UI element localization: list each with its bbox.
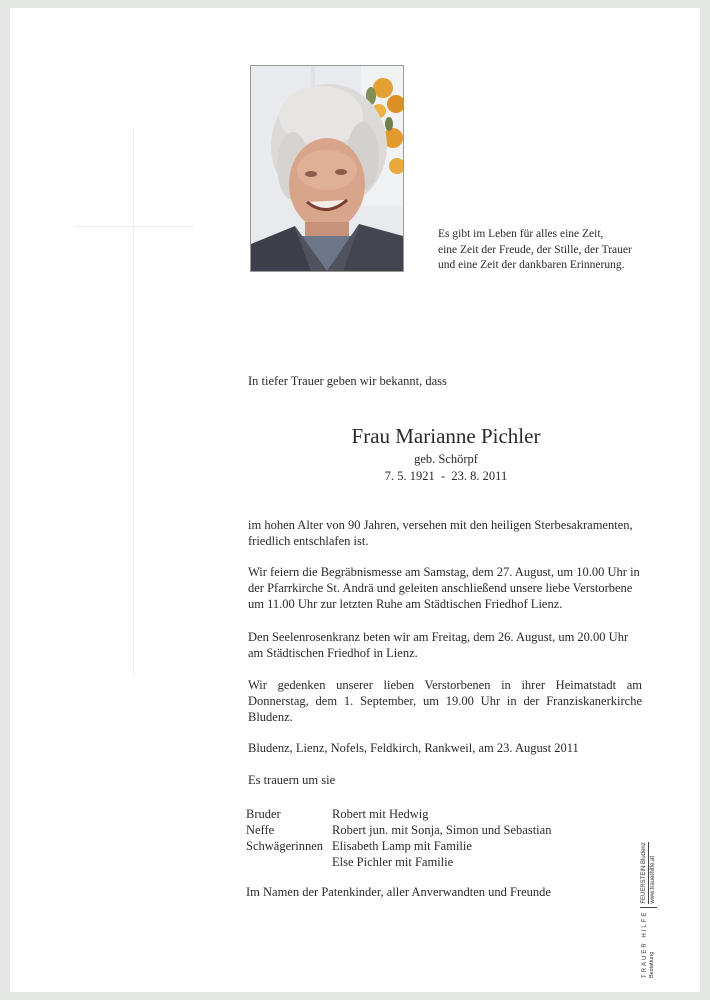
imprint-details [640, 842, 657, 906]
mourners-intro: Es trauern um sie [248, 773, 336, 787]
life-dates: 7. 5. 1921 - 23. 8. 2011 [384, 469, 508, 483]
family-names: Robert mit Hedwig [332, 807, 429, 821]
family-relation: Schwägerinnen [246, 839, 324, 853]
maiden-name: geb. Schörpf [414, 452, 478, 466]
imprint-url: www.trauerhilfe.at [650, 855, 656, 904]
family-relation [246, 854, 332, 870]
memorial-paragraph: Wir gedenken unserer lieben Verstorbenen in ihrer Heimatstadt am Donnerstag, dem 1. September, um 19.00 Uhr in der Franziskanerkirche Bludenz. [248, 678, 642, 724]
undertaker-imprint [640, 842, 657, 978]
family-list [246, 806, 551, 870]
passing-paragraph: im hohen Alter von 90 Jahren, versehen mit den heiligen Sterbesakramenten, friedlich entschlafen ist. [248, 518, 633, 548]
closing-line: Im Namen der Patenkinder, aller Anverwandten und Freunde [246, 885, 551, 899]
portrait-photo [250, 65, 404, 272]
imprint-name: FEUERSTEIN Bludenz [641, 842, 647, 904]
family-row [246, 806, 551, 822]
imprint-subtitle: Bestattung [649, 951, 655, 978]
portrait-photo-icon [251, 66, 403, 271]
deceased-name: Frau Marianne Pichler [351, 424, 541, 448]
family-row [246, 838, 551, 854]
family-names: Elisabeth Lamp mit Familie [332, 839, 472, 853]
family-row [246, 854, 551, 870]
family-relation: Neffe [246, 823, 275, 837]
poem [438, 227, 658, 274]
place-date: Bludenz, Lienz, Nofels, Feldkirch, Rankweil, am 23. August 2011 [248, 741, 579, 755]
poem-line: und eine Zeit der dankbaren Erinnerung. [438, 259, 625, 271]
cross-horizontal-bar [74, 226, 194, 227]
cross-vertical-bar [133, 128, 134, 676]
imprint-logo: TRAUER HILFE [642, 910, 648, 978]
family-relation: Bruder [246, 807, 281, 821]
family-row [246, 822, 551, 838]
rosary-paragraph: Den Seelenrosenkranz beten wir am Freitag, dem 26. August, um 20.00 Uhr am Städtischen Friedhof in Lienz. [248, 630, 629, 660]
imprint-logo-block [640, 907, 657, 978]
family-names: Robert jun. mit Sonja, Simon und Sebastian [332, 823, 552, 837]
announcement-intro: In tiefer Trauer geben wir bekannt, dass [248, 374, 447, 388]
poem-line: Es gibt im Leben für alles eine Zeit, [438, 228, 604, 240]
family-names: Else Pichler mit Familie [332, 855, 454, 869]
funeral-paragraph: Wir feiern die Begräbnismesse am Samstag, dem 27. August, um 10.00 Uhr in der Pfarrkirche St. Andrä und geleiten anschließend unsere liebe Verstorbene um 11.00 Uhr zur letzten Ruhe am Städtischen Friedhof Lienz. [248, 565, 640, 611]
poem-line: eine Zeit der Freude, der Stille, der Trauer [438, 243, 632, 256]
